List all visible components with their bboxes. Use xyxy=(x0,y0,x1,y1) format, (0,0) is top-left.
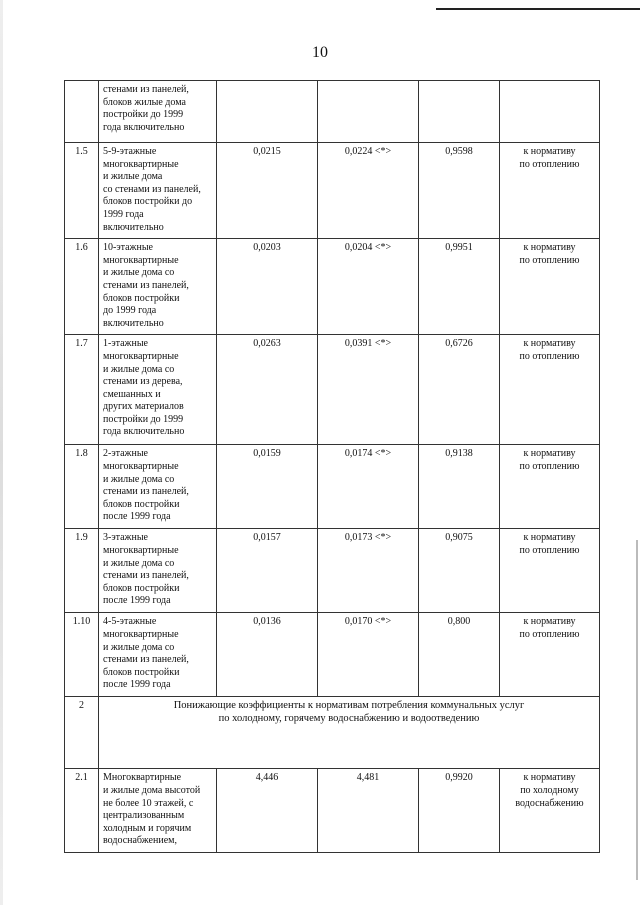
coefficient-note: к нормативу по отоплению xyxy=(500,335,600,445)
coefficient-value-2 xyxy=(318,81,419,143)
table-row xyxy=(65,81,600,143)
table-row xyxy=(65,445,600,529)
coefficient-value-3: 0,6726 xyxy=(419,335,500,445)
coefficient-value-3 xyxy=(419,81,500,143)
building-description: 1-этажные многоквартирные и жилые дома со стенами из дерева, смешанных и других материалов постройки до 1999 года включительно xyxy=(99,335,217,445)
coefficient-value-1: 0,0136 xyxy=(217,613,318,697)
section-number: 2 xyxy=(65,697,99,769)
row-number: 1.10 xyxy=(65,613,99,697)
coefficient-value-3: 0,9951 xyxy=(419,239,500,335)
coefficient-value-3: 0,800 xyxy=(419,613,500,697)
coefficient-value-2: 0,0204 <*> xyxy=(318,239,419,335)
building-description: 5-9-этажные многоквартирные и жилые дома со стенами из панелей, блоков постройки до 1999 года включительно xyxy=(99,143,217,239)
coefficient-value-3: 0,9138 xyxy=(419,445,500,529)
scan-edge xyxy=(0,0,3,905)
coefficients-table xyxy=(64,80,600,853)
row-number: 1.6 xyxy=(65,239,99,335)
scan-edge-right xyxy=(636,540,638,880)
coefficient-value-3: 0,9920 xyxy=(419,769,500,853)
table-row xyxy=(65,613,600,697)
coefficient-note: к нормативу по отоплению xyxy=(500,529,600,613)
coefficient-value-2: 0,0224 <*> xyxy=(318,143,419,239)
building-description: стенами из панелей, блоков жилые дома постройки до 1999 года включительно xyxy=(99,81,217,143)
coefficient-value-2: 0,0170 <*> xyxy=(318,613,419,697)
coefficient-value-1: 4,446 xyxy=(217,769,318,853)
building-description: 3-этажные многоквартирные и жилые дома со стенами из панелей, блоков постройки после 1999 года xyxy=(99,529,217,613)
row-number: 1.7 xyxy=(65,335,99,445)
row-number: 2.1 xyxy=(65,769,99,853)
building-description: Многоквартирные и жилые дома высотой не более 10 этажей, с централизованным холодным и горячим водоснабжением, xyxy=(99,769,217,853)
header-rule xyxy=(436,8,640,10)
coefficient-value-3: 0,9075 xyxy=(419,529,500,613)
section-header-row xyxy=(65,697,600,769)
coefficient-note: к нормативу по отоплению xyxy=(500,445,600,529)
building-description: 2-этажные многоквартирные и жилые дома со стенами из панелей, блоков постройки после 1999 года xyxy=(99,445,217,529)
coefficient-value-1: 0,0263 xyxy=(217,335,318,445)
table-row xyxy=(65,239,600,335)
row-number xyxy=(65,81,99,143)
building-description: 10-этажные многоквартирные и жилые дома со стенами из панелей, блоков постройки до 1999 года включительно xyxy=(99,239,217,335)
table-row xyxy=(65,143,600,239)
table-row xyxy=(65,529,600,613)
building-description: 4-5-этажные многоквартирные и жилые дома со стенами из панелей, блоков постройки после 1999 года xyxy=(99,613,217,697)
section-title: Понижающие коэффициенты к нормативам потребления коммунальных услуг по холодному, горячему водоснабжению и водоотведению xyxy=(99,697,600,769)
table-body xyxy=(65,81,600,853)
coefficient-value-2: 0,0173 <*> xyxy=(318,529,419,613)
row-number: 1.5 xyxy=(65,143,99,239)
coefficient-value-1: 0,0157 xyxy=(217,529,318,613)
coefficient-value-1: 0,0203 xyxy=(217,239,318,335)
coefficient-note: к нормативу по отоплению xyxy=(500,613,600,697)
coefficient-note: к нормативу по холодному водоснабжению xyxy=(500,769,600,853)
page-number: 10 xyxy=(312,44,328,61)
row-number: 1.9 xyxy=(65,529,99,613)
table-row xyxy=(65,769,600,853)
coefficient-value-1 xyxy=(217,81,318,143)
coefficient-note xyxy=(500,81,600,143)
coefficient-note: к нормативу по отоплению xyxy=(500,239,600,335)
coefficient-note: к нормативу по отоплению xyxy=(500,143,600,239)
coefficient-value-2: 4,481 xyxy=(318,769,419,853)
coefficient-value-3: 0,9598 xyxy=(419,143,500,239)
coefficient-value-1: 0,0159 xyxy=(217,445,318,529)
coefficient-value-2: 0,0174 <*> xyxy=(318,445,419,529)
coefficient-value-1: 0,0215 xyxy=(217,143,318,239)
row-number: 1.8 xyxy=(65,445,99,529)
table-row xyxy=(65,335,600,445)
coefficient-value-2: 0,0391 <*> xyxy=(318,335,419,445)
